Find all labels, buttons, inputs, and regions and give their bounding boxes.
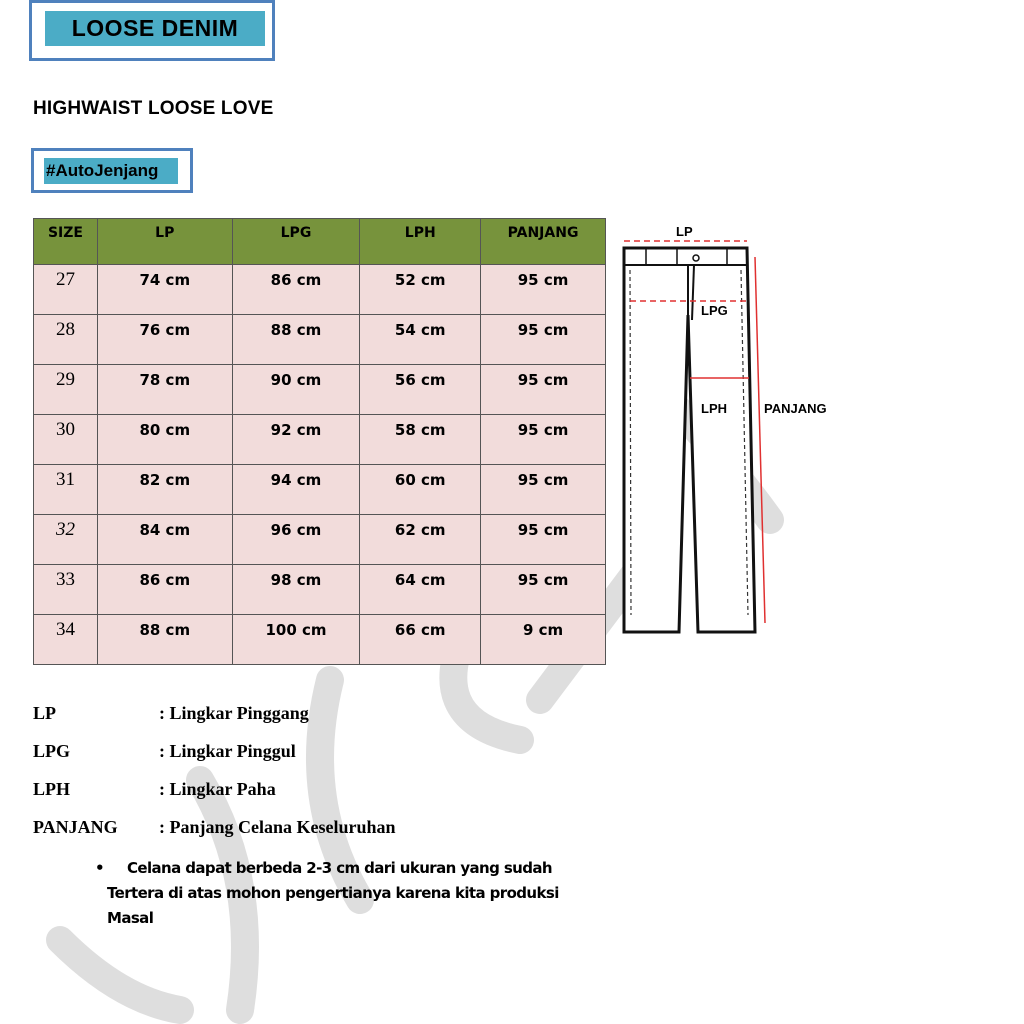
measure-cell: 9 cm xyxy=(481,615,606,665)
tag: #AutoJenjang xyxy=(44,158,178,184)
table-row xyxy=(34,315,606,365)
legend-desc: : Panjang Celana Keseluruhan xyxy=(159,817,396,837)
note-line: Tertera di atas mohon pengertianya karena kita produksi xyxy=(107,884,559,902)
size-cell: 33 xyxy=(34,565,98,615)
size-cell: 29 xyxy=(34,365,98,415)
measure-cell: 95 cm xyxy=(481,315,606,365)
measure-cell: 95 cm xyxy=(481,365,606,415)
measure-cell: 95 cm xyxy=(481,565,606,615)
table-row xyxy=(34,265,606,315)
size-cell: 30 xyxy=(34,415,98,465)
measure-cell: 86 cm xyxy=(97,565,232,615)
measure-cell: 94 cm xyxy=(232,465,360,515)
legend-desc: : Lingkar Pinggang xyxy=(159,703,309,723)
measure-cell: 96 cm xyxy=(232,515,360,565)
table-row xyxy=(34,465,606,515)
measure-cell: 95 cm xyxy=(481,515,606,565)
measure-cell: 60 cm xyxy=(360,465,481,515)
measure-cell: 74 cm xyxy=(97,265,232,315)
measure-cell: 90 cm xyxy=(232,365,360,415)
diagram-label-lp: LP xyxy=(676,224,693,239)
measure-cell: 80 cm xyxy=(97,415,232,465)
size-cell: 27 xyxy=(34,265,98,315)
diagram-label-lpg: LPG xyxy=(701,303,728,318)
legend-item xyxy=(33,817,396,838)
pants-diagram xyxy=(610,215,850,635)
legend-key: LPH xyxy=(33,779,71,799)
measure-cell: 100 cm xyxy=(232,615,360,665)
table-header-row xyxy=(34,219,606,265)
table-row xyxy=(34,615,606,665)
legend-key: PANJANG xyxy=(33,817,118,837)
measure-cell: 58 cm xyxy=(360,415,481,465)
subtitle: HIGHWAIST LOOSE LOVE xyxy=(33,98,274,119)
note xyxy=(95,856,559,931)
header-lp: LP xyxy=(97,219,232,265)
diagram-label-lph: LPH xyxy=(701,401,727,416)
legend-item xyxy=(33,741,296,762)
note-line: Celana dapat berbeda 2-3 cm dari ukuran yang sudah xyxy=(127,859,553,877)
size-table xyxy=(33,218,606,665)
size-cell: 34 xyxy=(34,615,98,665)
title: LOOSE DENIM xyxy=(45,11,265,46)
measure-cell: 92 cm xyxy=(232,415,360,465)
header-lph: LPH xyxy=(360,219,481,265)
measure-cell: 95 cm xyxy=(481,465,606,515)
legend-item xyxy=(33,703,309,724)
measure-cell: 86 cm xyxy=(232,265,360,315)
measure-cell: 84 cm xyxy=(97,515,232,565)
legend-key: LPG xyxy=(33,741,71,761)
measure-cell: 76 cm xyxy=(97,315,232,365)
measure-cell: 66 cm xyxy=(360,615,481,665)
measure-cell: 64 cm xyxy=(360,565,481,615)
table-row xyxy=(34,415,606,465)
legend-key: LP xyxy=(33,703,57,723)
table-row xyxy=(34,365,606,415)
header-panjang: PANJANG xyxy=(481,219,606,265)
measure-cell: 95 cm xyxy=(481,415,606,465)
measure-cell: 82 cm xyxy=(97,465,232,515)
table-row xyxy=(34,565,606,615)
measure-cell: 88 cm xyxy=(97,615,232,665)
title-frame xyxy=(29,0,275,61)
measure-cell: 88 cm xyxy=(232,315,360,365)
measure-cell: 62 cm xyxy=(360,515,481,565)
size-cell: 32 xyxy=(34,515,98,565)
measure-cell: 54 cm xyxy=(360,315,481,365)
header-size: SIZE xyxy=(34,219,98,265)
bullet-icon: • xyxy=(95,859,104,877)
legend-desc: : Lingkar Paha xyxy=(159,779,276,799)
diagram-label-panjang: PANJANG xyxy=(764,401,827,416)
measure-cell: 98 cm xyxy=(232,565,360,615)
measure-cell: 78 cm xyxy=(97,365,232,415)
size-cell: 28 xyxy=(34,315,98,365)
size-cell: 31 xyxy=(34,465,98,515)
pants-outline xyxy=(624,248,755,632)
measure-cell: 95 cm xyxy=(481,265,606,315)
legend-item xyxy=(33,779,276,800)
note-line: Masal xyxy=(107,909,154,927)
tag-frame xyxy=(31,148,193,193)
measure-cell: 56 cm xyxy=(360,365,481,415)
panjang-measure xyxy=(755,257,765,623)
measure-cell: 52 cm xyxy=(360,265,481,315)
legend-desc: : Lingkar Pinggul xyxy=(159,741,296,761)
table-row xyxy=(34,515,606,565)
header-lpg: LPG xyxy=(232,219,360,265)
